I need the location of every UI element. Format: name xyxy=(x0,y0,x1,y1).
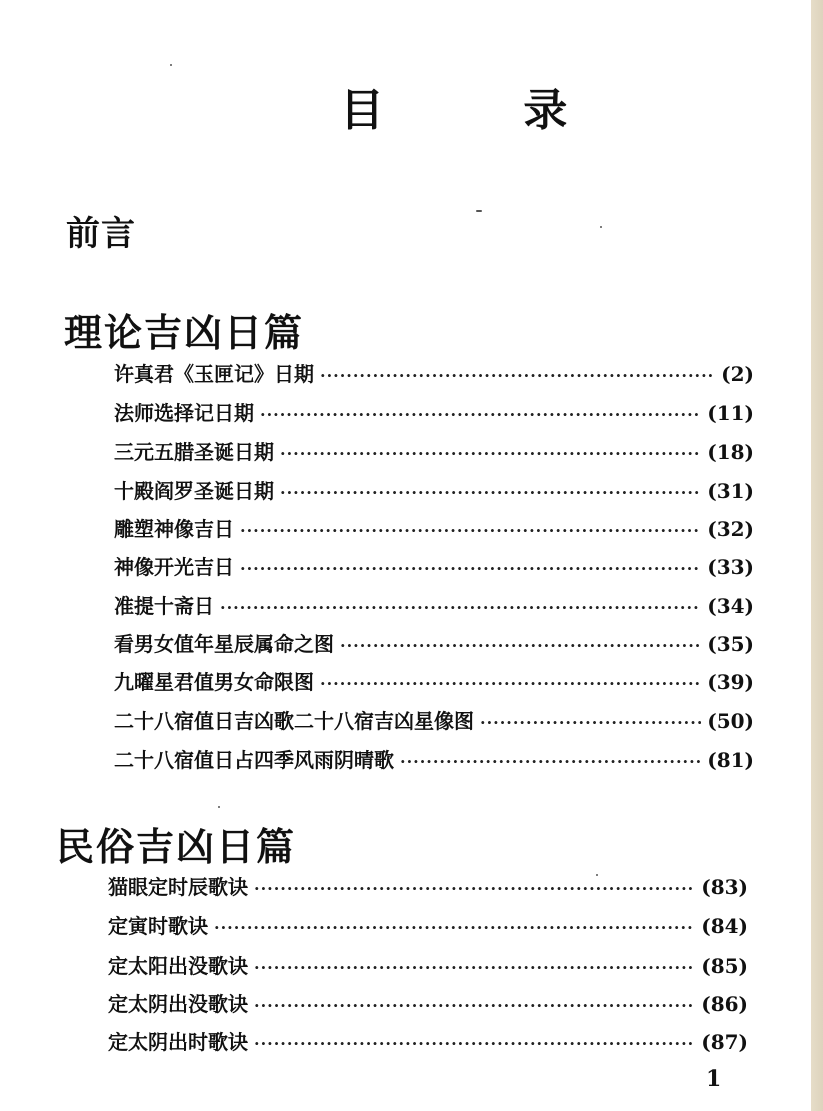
entry-page: (84) xyxy=(701,914,748,938)
entry-page: (32) xyxy=(707,517,754,541)
page-title: 目 录 xyxy=(340,85,630,136)
entry-label: 定太阴出时歌诀 xyxy=(108,1030,248,1054)
entry-page: (81) xyxy=(707,748,754,772)
toc-entry[interactable] xyxy=(114,551,754,580)
entry-label: 三元五腊圣诞日期 xyxy=(114,440,274,464)
leader-dots xyxy=(254,879,695,898)
entry-label: 看男女值年星辰属命之图 xyxy=(114,632,334,656)
entry-label: 九曜星君值男女命限图 xyxy=(114,670,314,694)
leader-dots xyxy=(254,996,695,1015)
entry-label: 二十八宿值日占四季风雨阴晴歌 xyxy=(114,748,394,772)
toc-entry[interactable] xyxy=(114,397,754,426)
leader-dots xyxy=(260,405,701,424)
leader-dots xyxy=(400,752,701,771)
entry-label: 神像开光吉日 xyxy=(114,555,234,579)
leader-dots xyxy=(480,713,701,732)
leader-dots xyxy=(240,559,701,578)
toc-entry[interactable] xyxy=(108,988,748,1017)
leader-dots xyxy=(240,521,701,540)
entry-page: (83) xyxy=(701,875,748,899)
toc-entry[interactable] xyxy=(108,1026,748,1055)
toc-entry[interactable] xyxy=(108,950,748,979)
toc-entry[interactable] xyxy=(108,871,748,900)
entry-label: 定太阳出没歌诀 xyxy=(108,954,248,978)
entry-page: (34) xyxy=(707,594,754,618)
entry-label: 二十八宿值日吉凶歌二十八宿吉凶星像图 xyxy=(114,709,474,733)
leader-dots xyxy=(220,598,701,617)
entry-label: 雕塑神像吉日 xyxy=(114,517,234,541)
leader-dots xyxy=(280,483,701,502)
toc-entry[interactable] xyxy=(114,666,754,695)
leader-dots xyxy=(340,636,701,655)
section-title: 理论吉凶日篇 xyxy=(64,311,305,355)
toc-entry[interactable] xyxy=(114,744,754,773)
entry-label: 许真君《玉匣记》日期 xyxy=(114,362,314,386)
entry-page: (35) xyxy=(707,632,754,656)
leader-dots xyxy=(254,1034,695,1053)
entry-page: (39) xyxy=(707,670,754,694)
entry-page: (2) xyxy=(721,362,754,386)
toc-entry[interactable] xyxy=(114,358,754,387)
scan-speck xyxy=(600,226,602,228)
toc-entry[interactable] xyxy=(114,436,754,465)
leader-dots xyxy=(280,444,701,463)
entry-page: (18) xyxy=(707,440,754,464)
entry-label: 十殿阎罗圣诞日期 xyxy=(114,479,274,503)
entry-label: 准提十斋日 xyxy=(114,594,214,618)
entry-page: (31) xyxy=(707,479,754,503)
entry-label: 定太阴出没歌诀 xyxy=(108,992,248,1016)
leader-dots xyxy=(254,958,695,977)
toc-entry[interactable] xyxy=(114,705,754,734)
entry-page: (87) xyxy=(701,1030,748,1054)
toc-entry[interactable] xyxy=(114,628,754,657)
entry-page: (33) xyxy=(707,555,754,579)
entry-label: 定寅时歌诀 xyxy=(108,914,208,938)
scan-speck xyxy=(596,874,598,876)
leader-dots xyxy=(320,366,715,385)
scan-speck xyxy=(218,806,220,808)
toc-entry[interactable] xyxy=(114,475,754,504)
entry-page: (11) xyxy=(707,401,754,425)
entry-page: (86) xyxy=(701,992,748,1016)
leader-dots xyxy=(214,918,695,937)
preface-heading: 前言 xyxy=(66,214,136,254)
page-number: 1 xyxy=(706,1066,722,1092)
entry-page: (50) xyxy=(707,709,754,733)
leader-dots xyxy=(320,674,701,693)
toc-entry[interactable] xyxy=(114,590,754,619)
entry-page: (85) xyxy=(701,954,748,978)
section-title: 民俗吉凶日篇 xyxy=(56,825,297,869)
toc-entry[interactable] xyxy=(114,513,754,542)
entry-label: 法师选择记日期 xyxy=(114,401,254,425)
scan-speck xyxy=(476,210,482,212)
toc-entry[interactable] xyxy=(108,910,748,939)
entry-label: 猫眼定时辰歌诀 xyxy=(108,875,248,899)
scan-speck xyxy=(170,64,172,66)
page-edge xyxy=(811,0,823,1111)
